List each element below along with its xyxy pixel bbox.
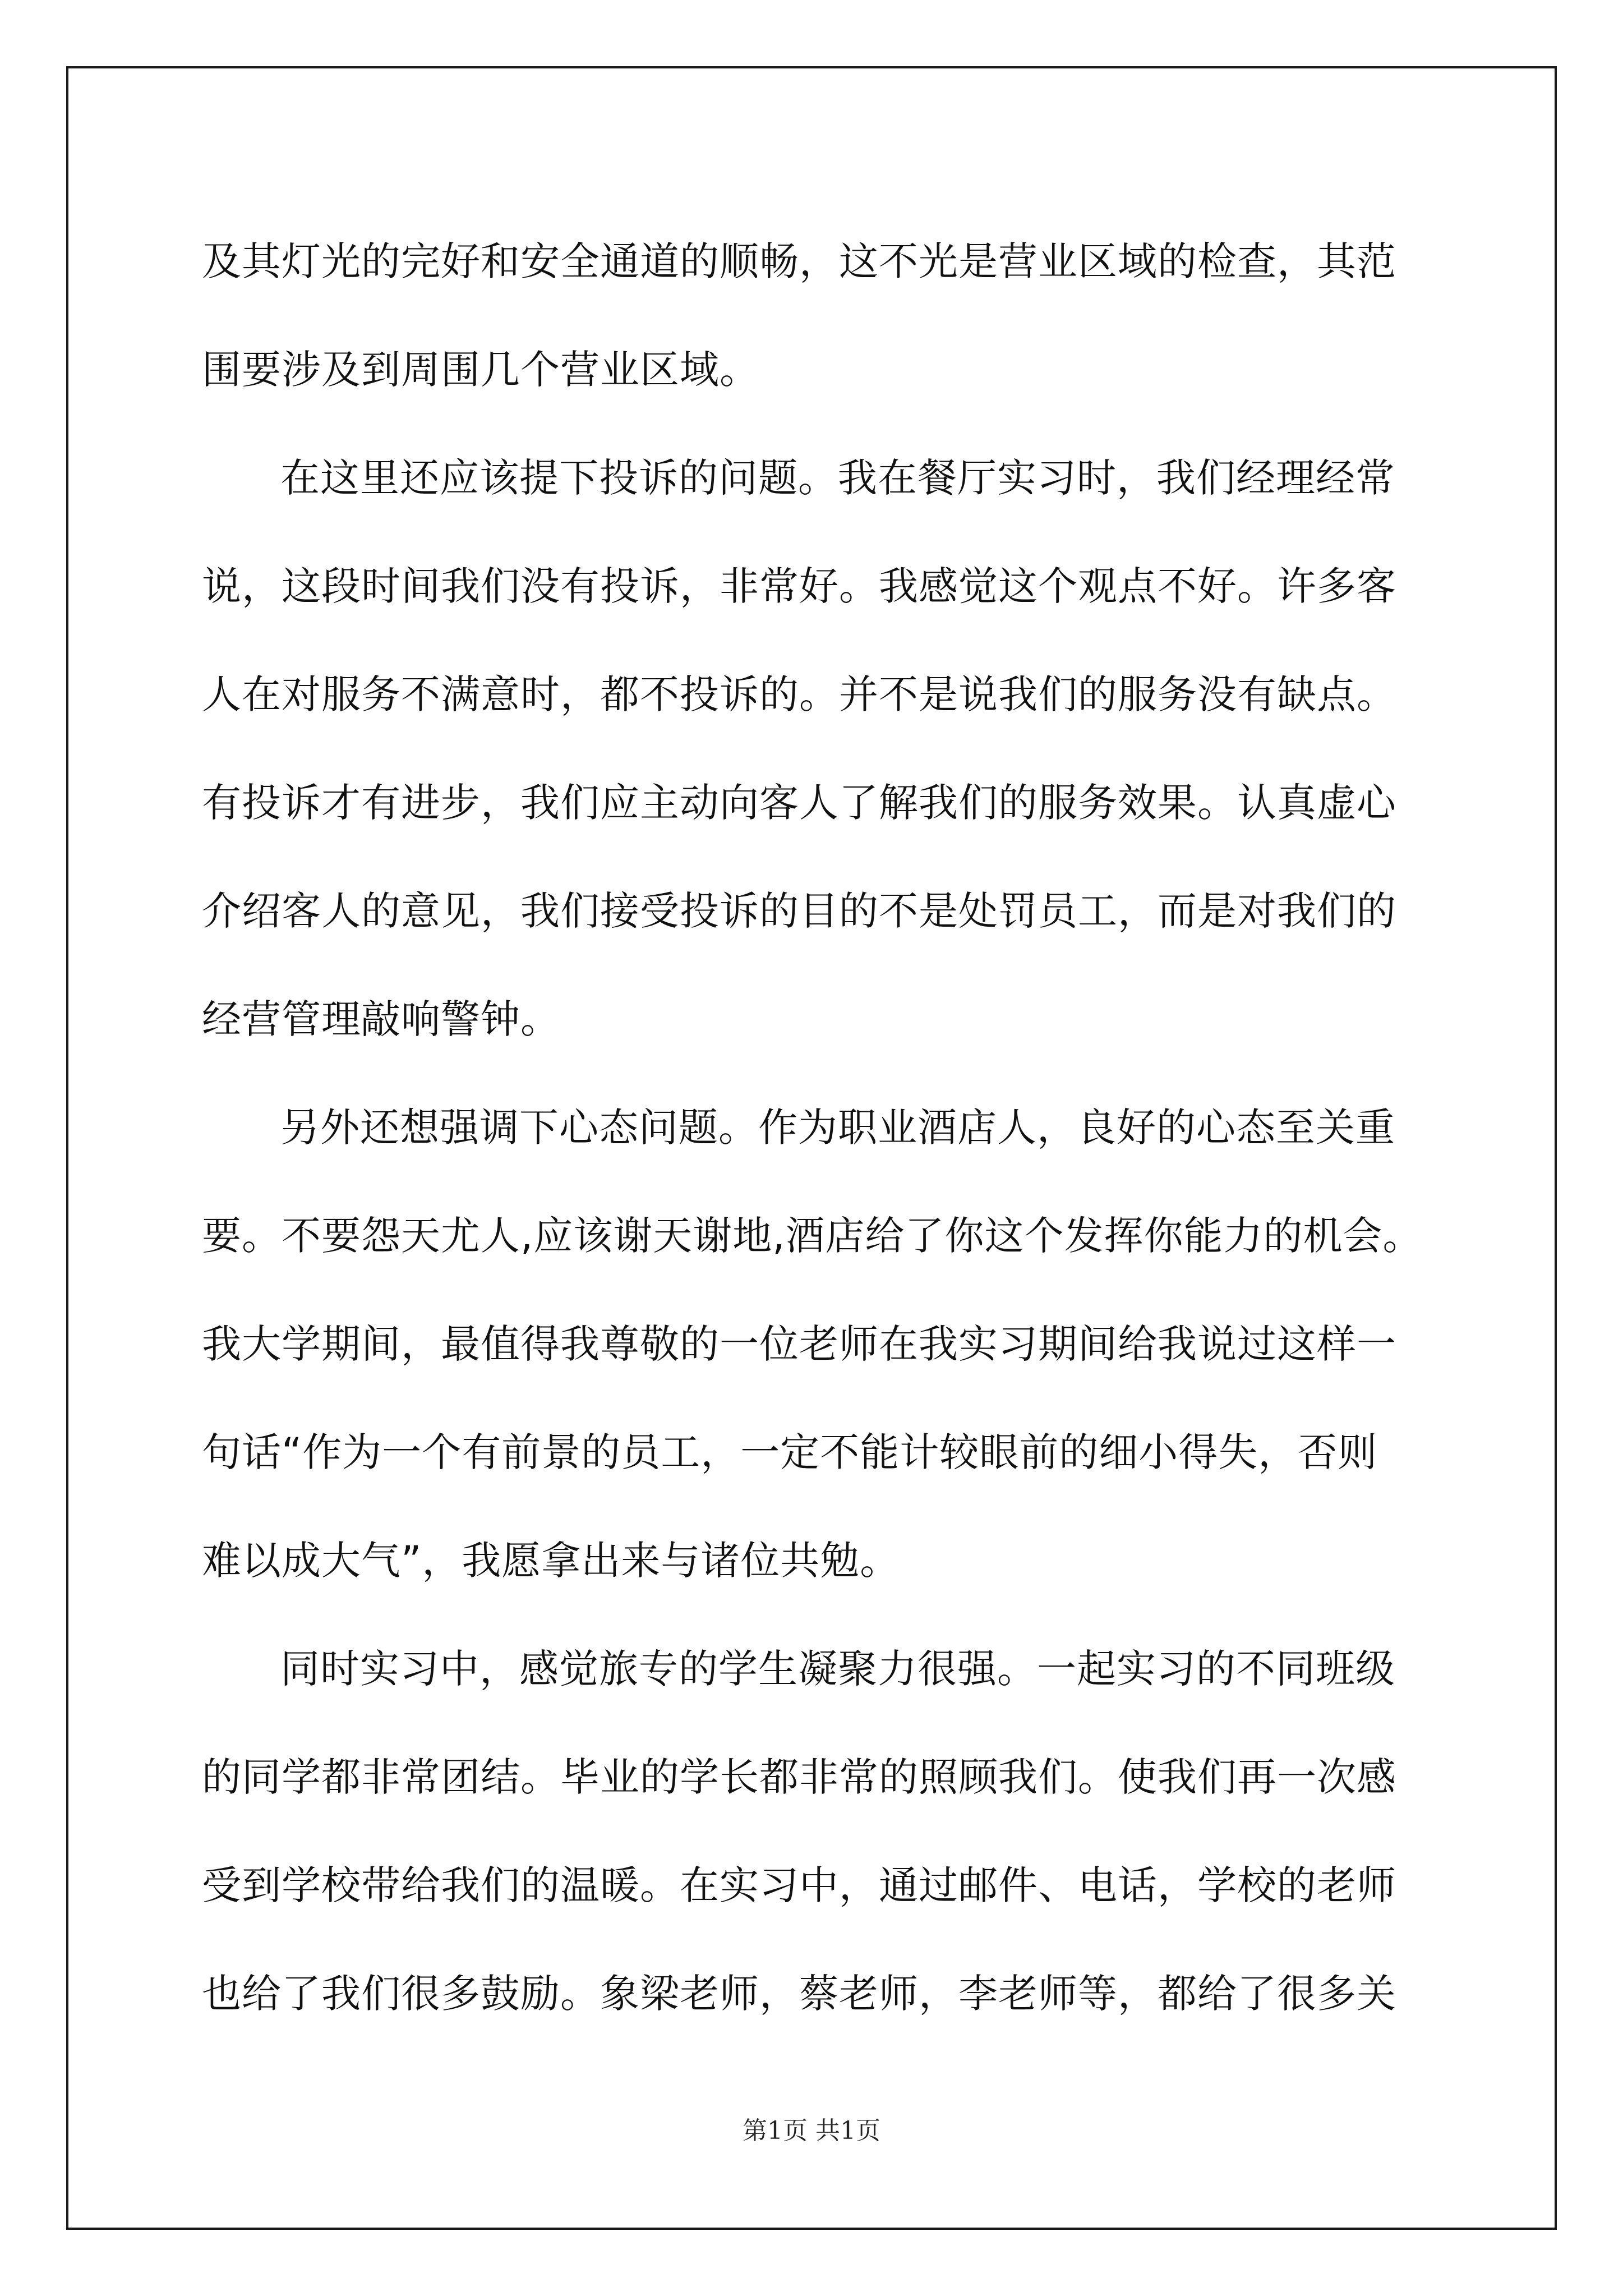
text-line: 我大学期间，最值得我尊敬的一位老师在我实习期间给我说过这样一 — [202, 1321, 1396, 1367]
document-body — [202, 208, 1424, 2048]
text-line: 围要涉及到周围几个营业区域。 — [202, 347, 759, 393]
text-line: 人在对服务不满意时，都不投诉的。并不是说我们的服务没有缺点。 — [202, 671, 1396, 717]
text-line: 的同学都非常团结。毕业的学长都非常的照顾我们。使我们再一次感 — [202, 1754, 1396, 1800]
page-number-footer: 第1页 共1页 — [743, 2116, 880, 2145]
text-line: 有投诉才有进步，我们应主动向客人了解我们的服务效果。认真虚心 — [202, 780, 1396, 826]
text-line: 及其灯光的完好和安全通道的顺畅，这不光是营业区域的检查，其范 — [202, 238, 1396, 284]
text-line: 受到学校带给我们的温暖。在实习中，通过邮件、电话，学校的老师 — [202, 1862, 1396, 1908]
text-line: 难以成大气”，我愿拿出来与诸位共勉。 — [202, 1538, 900, 1584]
text-line: 句话“作为一个有前景的员工，一定不能计较眼前的细小得失，否则 — [202, 1429, 1378, 1475]
text-line: 说，这段时间我们没有投诉，非常好。我感觉这个观点不好。许多客 — [202, 563, 1396, 609]
text-line: 介绍客人的意见，我们接受投诉的目的不是处罚员工，而是对我们的 — [202, 888, 1396, 934]
text-line: 要。不要怨天尤人,应该谢天谢地,酒店给了你这个发挥你能力的机会。 — [202, 1213, 1423, 1259]
text-line: 也给了我们很多鼓励。象梁老师，蔡老师，李老师等，都给了很多关 — [202, 1971, 1396, 2017]
text-line: 另外还想强调下心态问题。作为职业酒店人，良好的心态至关重 — [280, 1105, 1395, 1151]
text-line: 经营管理敲响警钟。 — [202, 996, 560, 1042]
text-line: 同时实习中，感觉旅专的学生凝聚力很强。一起实习的不同班级 — [280, 1646, 1395, 1692]
text-line: 在这里还应该提下投诉的问题。我在餐厅实习时，我们经理经常 — [280, 455, 1395, 501]
